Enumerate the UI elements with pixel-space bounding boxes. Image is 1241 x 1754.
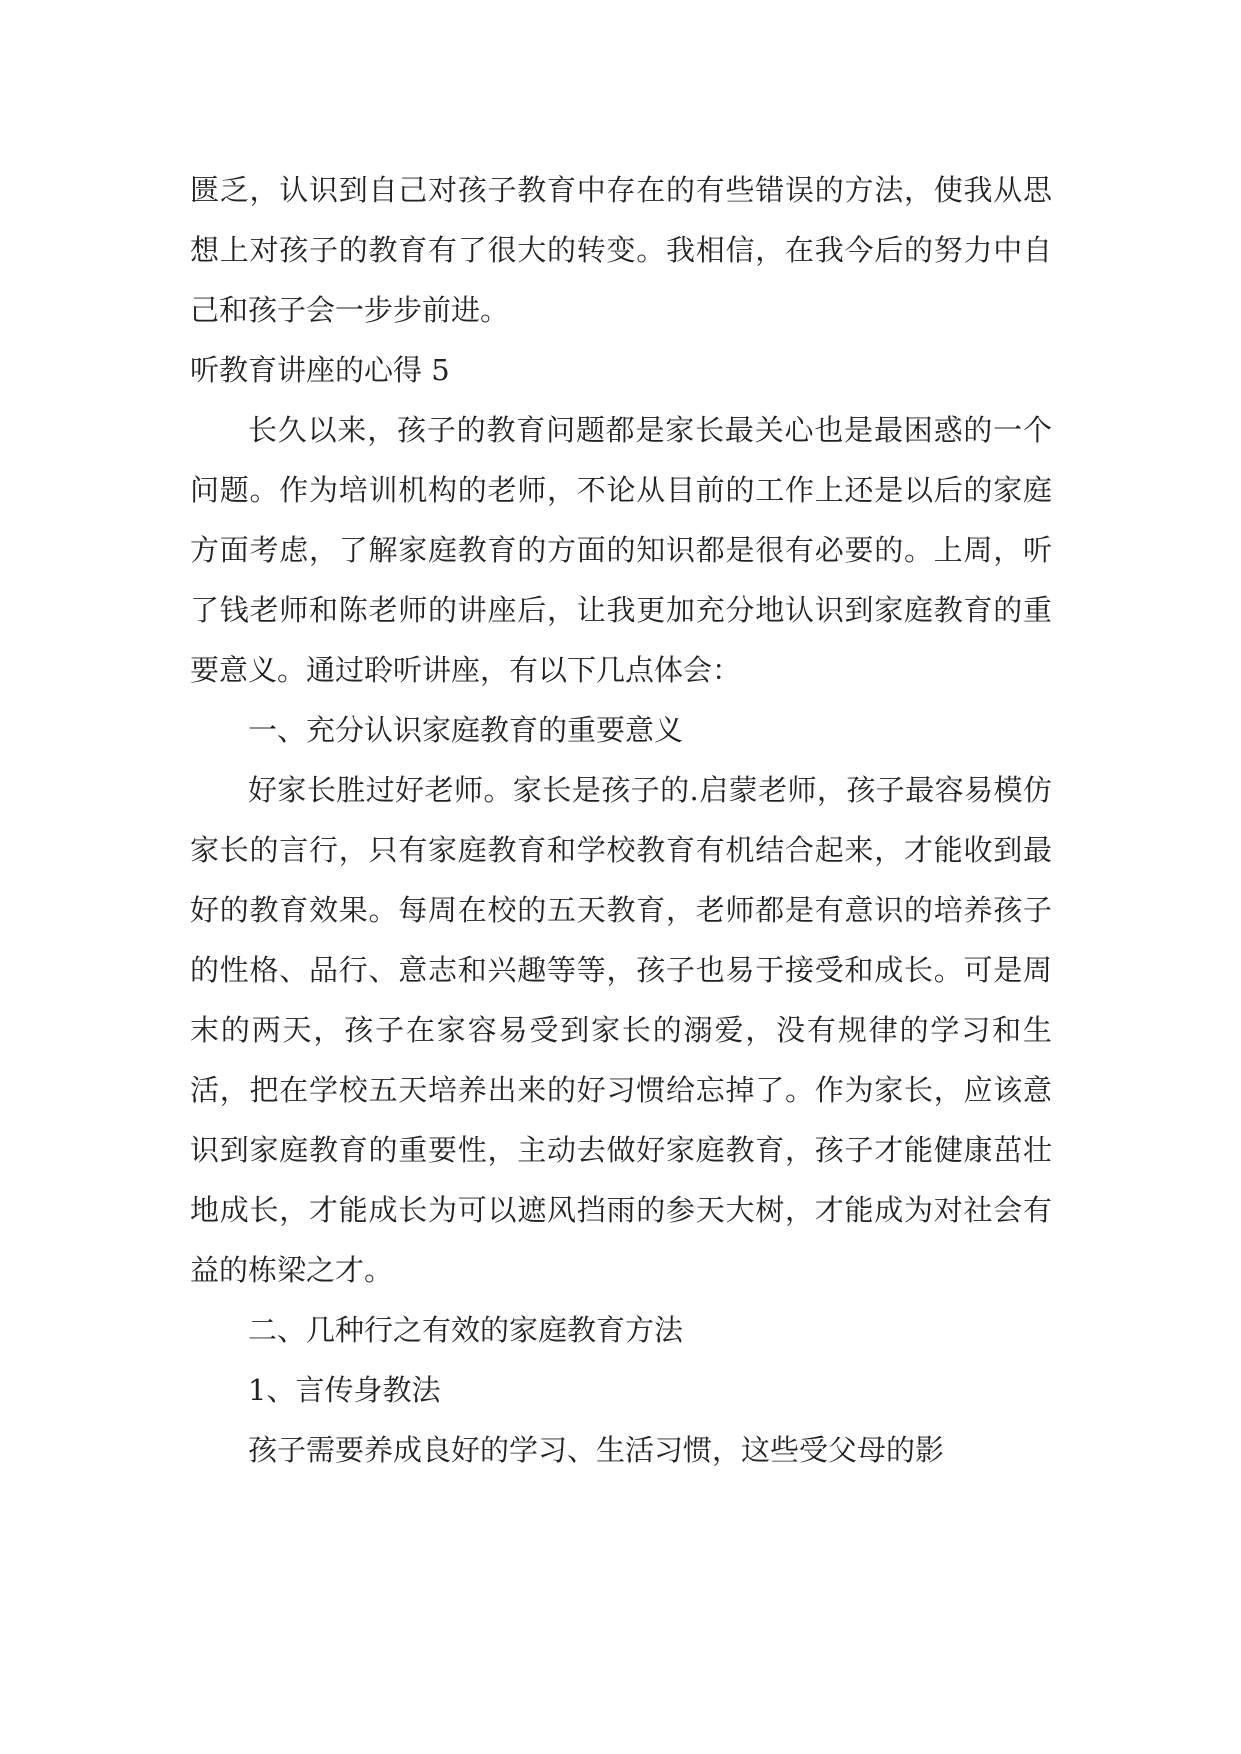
paragraph-intro: 长久以来，孩子的教育问题都是家长最关心也是最困惑的一个问题。作为培训机构的老师，不论从目前的工作上还是以后的家庭方面考虑，了解家庭教育的方面的知识都是很有必要的。上周，听了钱老师和陈老师的讲座后，让我更加充分地认识到家庭教育的重要意义。通过聆听讲座，有以下几点体会： — [190, 413, 1052, 687]
subheading-2: 二、几种行之有效的家庭教育方法 — [248, 1313, 684, 1347]
section-heading: 听教育讲座的心得 5 — [190, 353, 450, 387]
paragraph-continuation: 匮乏，认识到自己对孩子教育中存在的有些错误的方法，使我从思想上对孩子的教育有了很大的转变。我相信，在我今后的努力中自己和孩子会一步步前进。 — [190, 173, 1052, 327]
paragraph-body-2: 孩子需要养成良好的学习、生活习惯，这些受父母的影 — [248, 1433, 945, 1467]
subheading-1: 一、充分认识家庭教育的重要意义 — [248, 713, 684, 747]
paragraph-body-1: 好家长胜过好老师。家长是孩子的.启蒙老师，孩子最容易模仿家长的言行，只有家庭教育和学校教育有机结合起来，才能收到最好的教育效果。每周在校的五天教育，老师都是有意识的培养孩子的性格、品行、意志和兴趣等等，孩子也易于接受和成长。可是周末的两天，孩子在家容易受到家长的溺爱，没有规律的学习和生活，把在学校五天培养出来的好习惯给忘掉了。作为家长，应该意识到家庭教育的重要性，主动去做好家庭教育，孩子才能健康茁壮地成长，才能成长为可以遮风挡雨的参天大树，才能成为对社会有益的栋梁之才。 — [190, 773, 1052, 1287]
subheading-2-1: 1、言传身教法 — [248, 1373, 441, 1407]
document-page — [190, 160, 1052, 1480]
